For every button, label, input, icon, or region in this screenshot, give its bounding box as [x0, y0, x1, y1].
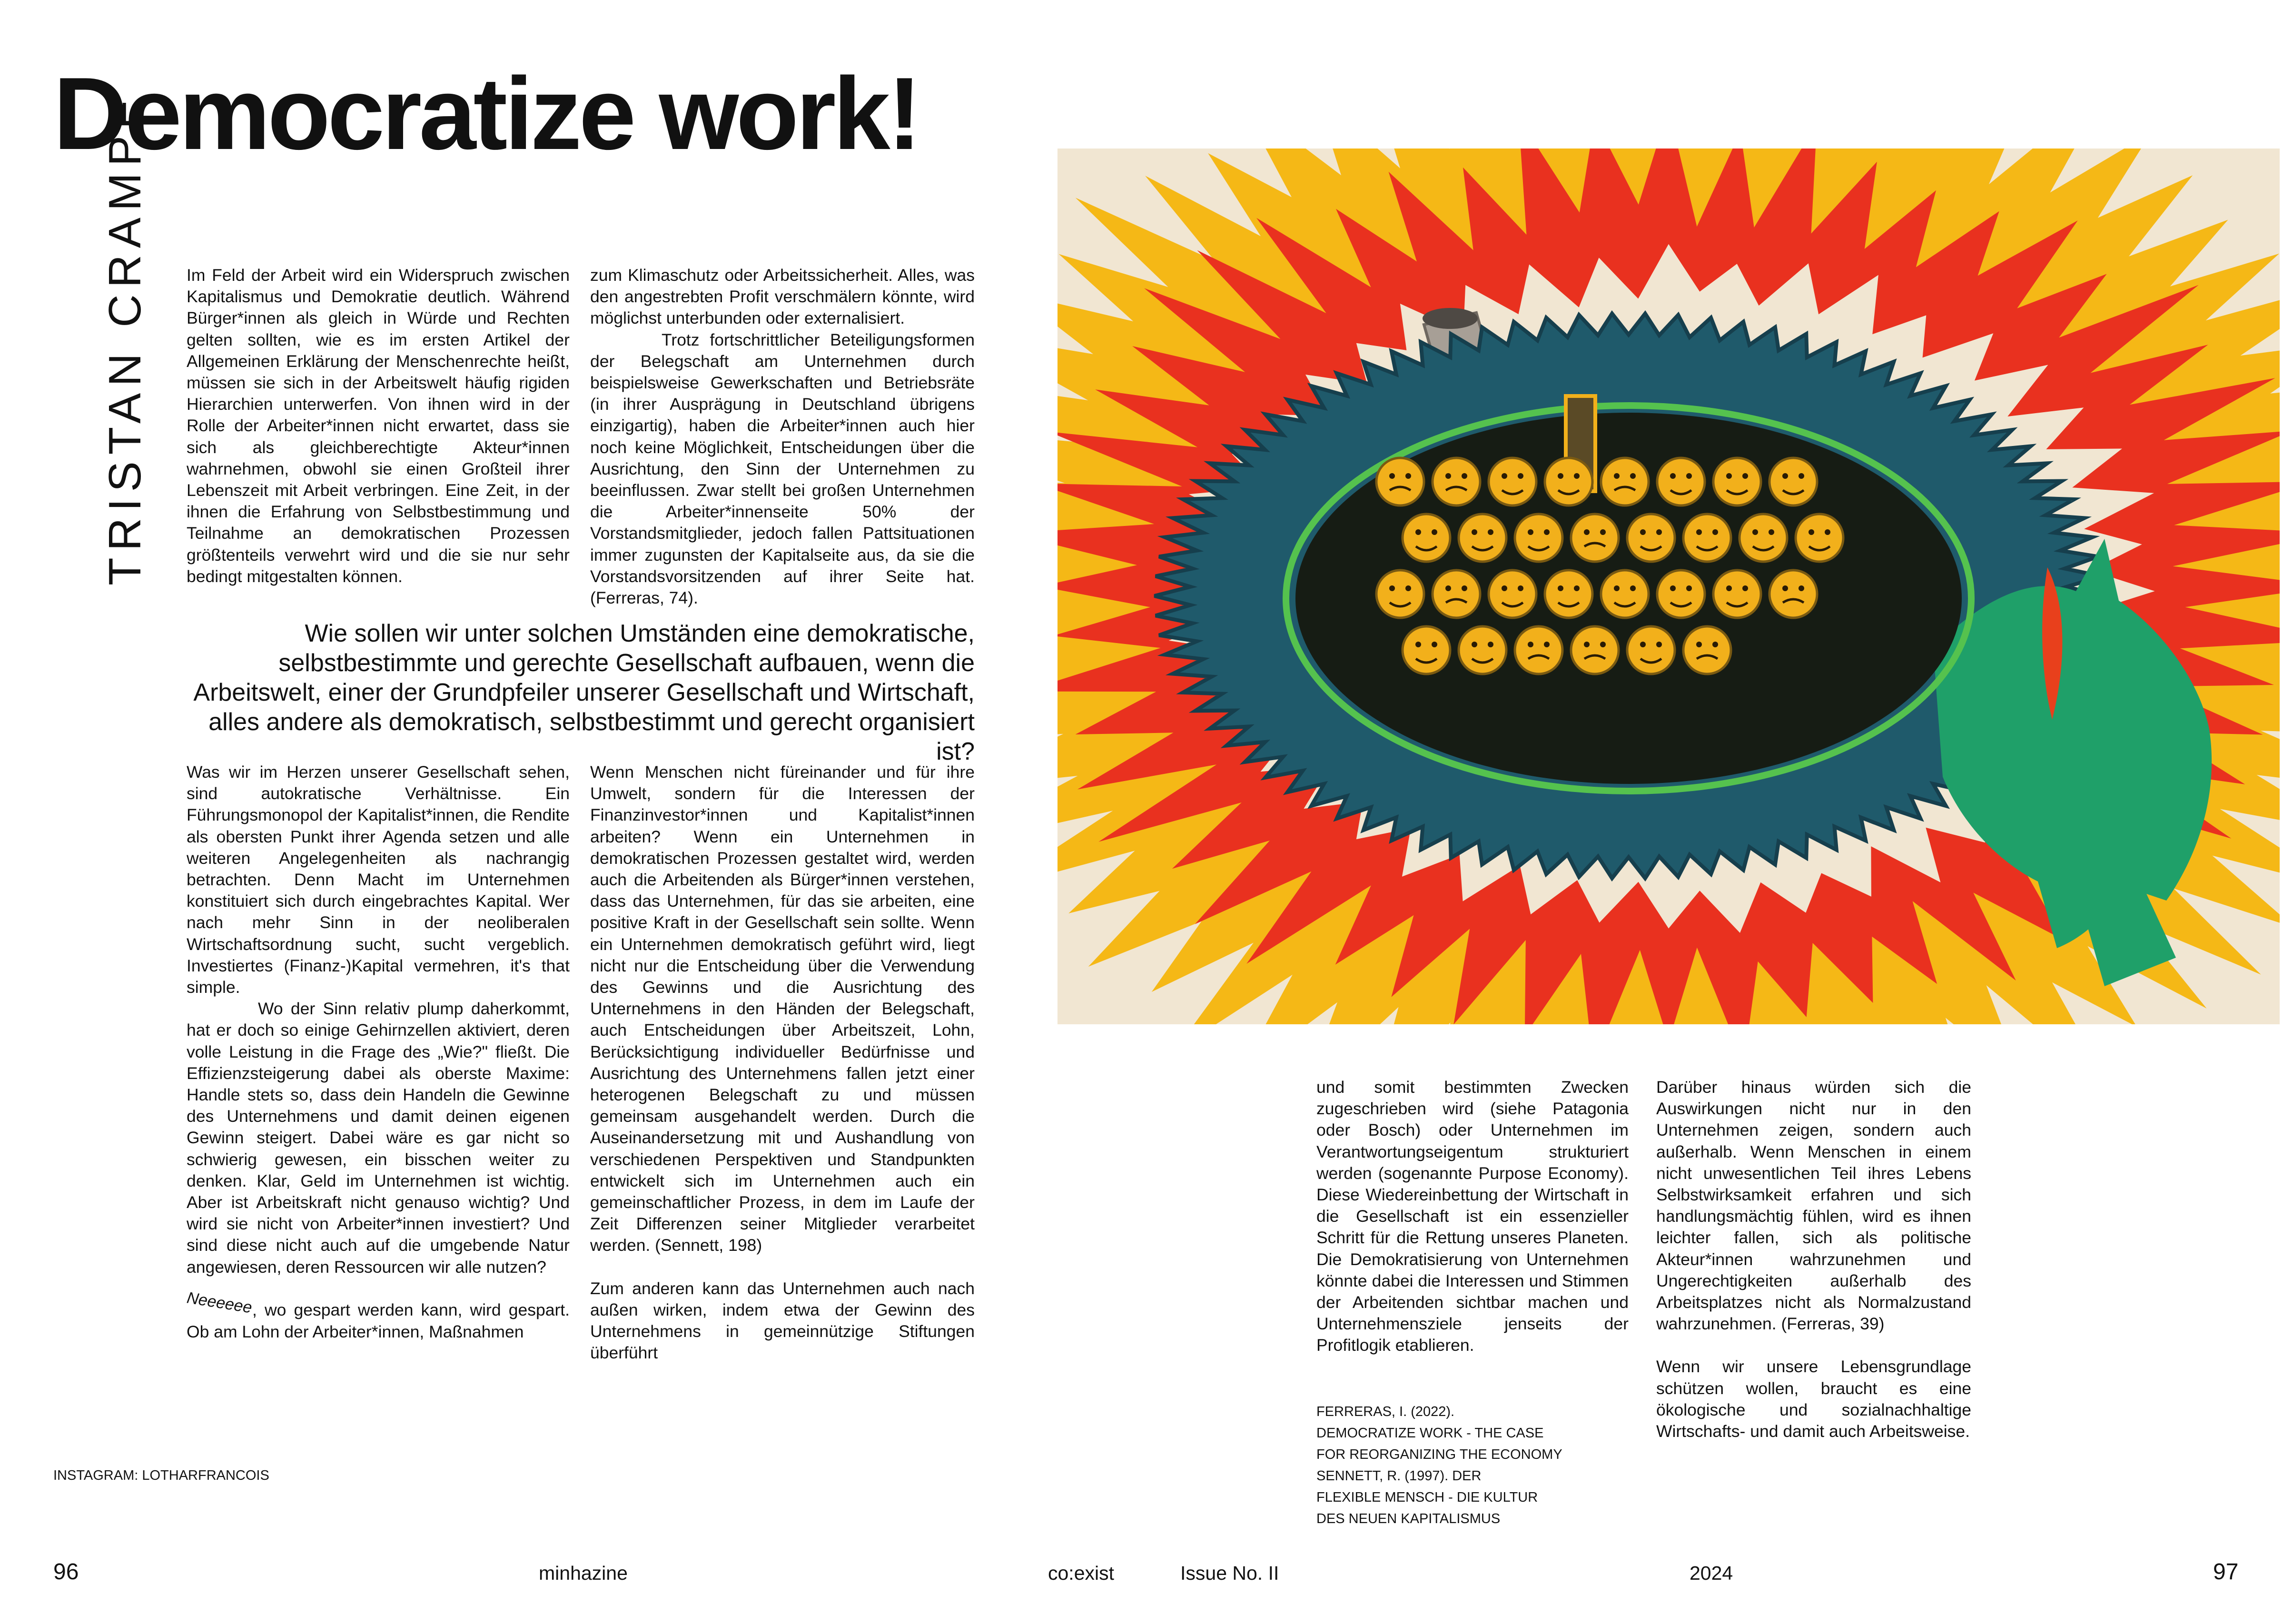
face-happy	[1683, 514, 1731, 562]
face-happy	[1545, 458, 1592, 505]
face-happy	[1601, 570, 1649, 618]
face-sad	[1571, 626, 1619, 674]
paragraph: Wenn wir unsere Lebensgrundlage schützen wollen, braucht es eine ökologische und sozialnachhaltige Wirtschafts- und damit auch Arbeitsweise.	[1656, 1357, 1971, 1441]
face-happy	[1545, 570, 1592, 618]
references-list	[1316, 1401, 1562, 1530]
face-sad	[1376, 458, 1424, 505]
article-title: Democratize work!	[53, 56, 919, 171]
footer-issue: Issue No. II	[1180, 1562, 1279, 1584]
artwork-crayon-fish	[1057, 149, 2280, 1024]
left-column-1-bottom	[187, 762, 570, 1343]
face-sad	[1433, 458, 1480, 505]
face-happy	[1489, 570, 1536, 618]
right-column-2	[1656, 1077, 1971, 1442]
reference-line: SENNETT, R. (1997). DER	[1316, 1468, 1482, 1484]
face-sad	[1433, 570, 1480, 618]
reference-line: DEMOCRATIZE WORK - THE CASE	[1316, 1426, 1544, 1441]
face-happy	[1403, 514, 1450, 562]
face-happy	[1657, 570, 1705, 618]
paragraph: und somit bestimmten Zwecken zugeschrieben wird (siehe Patagonia oder Bosch) oder Unternehmen im Verantwortungseigentum strukturiert werden (sogenannte Purpose Economy). Diese Wiedereinbettung der Wirtschaft in die Gesellschaft ist ein essenzieller Schritt für die Rettung unseres Planeten. Die Demokratisierung von Unternehmen könnte dabei die Interessen und Stimmen der Arbeitenden sichtbar machen und Unternehmensziele jenseits der Profitlogik etablieren.	[1316, 1078, 1629, 1355]
face-happy	[1769, 458, 1817, 505]
face-happy	[1459, 626, 1506, 674]
footer-year: 2024	[1690, 1562, 1733, 1584]
face-happy	[1459, 514, 1506, 562]
paragraph: Zum anderen kann das Unternehmen auch nach außen wirken, indem etwa der Gewinn des Unternehmens in gemeinnützige Stiftungen überführt	[590, 1278, 975, 1363]
pull-quote: Wie sollen wir unter solchen Umständen eine demokratische, selbstbestimmte und gerechte Gesellschaft aufbauen, wenn die Arbeitswelt, einer der Grundpfeiler unserer Gesellschaft und Wirtschaft, alles andere als demokratisch, selbstbestimmt und gerecht organisiert ist?	[193, 620, 975, 765]
face-sad	[1571, 514, 1619, 562]
paragraph: Wenn Menschen nicht füreinander und für ihre Umwelt, sondern für die Interessen der Finanzinvestor*innen und Kapitalist*innen arbeiten? Wenn ein Unternehmen in demokratischen Prozessen gestaltet wird, werden auch die Arbeitenden als Bürger*innen verstehen, dass das Unternehmen, für das sie arbeiten, eine positive Kraft in der Gesellschaft sein sollte. Wenn ein Unternehmen demokratisch geführt wird, liegt nicht nur die Entscheidung über die Verwendung des Gewinns und die Ausrichtung des Unternehmens in den Händen der Belegschaft, auch Entscheidungen über Arbeitszeit, Lohn, Berücksichtigung individueller Bedürfnisse und Ausrichtung des Unternehmens fallen jetzt einer heterogenen Belegschaft zu und müssen gemeinsam ausgehandelt werden. Durch die Auseinandersetzung mit und Aushandlung von verschiedenen Perspektiven und Standpunkten entwickelt sich im Unternehmen auch ein gemeinschaftlicher Prozess, in dem im Laufe der Zeit Differenzen seiner Mitglieder verarbeitet werden. (Sennett, 198)	[590, 762, 975, 1255]
face-happy	[1376, 570, 1424, 618]
paragraph: Trotz fortschrittlicher Beteiligungsformen der Belegschaft am Unternehmen durch beispielsweise Gewerkschaften und Betriebsräte (in ihrer Ausprägung in Deutschland übrigens einzigartig), haben die Arbeiter*innen auch hier noch keine Möglichkeit, Entscheidungen über die Ausrichtung, den Sinn der Unternehmen zu beeinflussen. Zwar stellt bei großen Unternehmen die Arbeiter*innenseite 50% der Vorstandsmitglieder, jedoch fallen Pattsituationen immer zugunsten der Kapitalseite aus, da sie die Vorstandsvorsitzenden auf ihrer Seite hat. (Ferreras, 74).	[590, 330, 975, 608]
reference-line: FOR REORGANIZING THE ECONOMY	[1316, 1447, 1562, 1462]
face-happy	[1657, 458, 1705, 505]
paragraph: Was wir im Herzen unserer Gesellschaft sehen, sind autokratische Verhältnisse. Ein Führungsmonopol der Kapitalist*innen, die Rendite als obersten Punkt ihrer Agenda setzen und alle weiteren Angelegenheiten als nachrangig betrachten. Denn Macht im Unternehmen konstituiert sich durch eingebrachtes Kapital. Wer nach mehr Sinn in der neoliberalen Wirtschaftsordnung sucht, sucht vergeblich. Investiertes (Finanz-)Kapital vermehren, it's that simple.	[187, 762, 570, 997]
paragraph-neeeeee	[185, 1288, 570, 1343]
face-happy	[1713, 570, 1761, 618]
left-column-2-bottom	[590, 762, 975, 1364]
artwork-svg	[1057, 149, 2280, 1024]
page-number-right: 97	[2213, 1559, 2239, 1584]
right-column-1	[1316, 1077, 1629, 1357]
chimney-pipe-1-top	[1423, 308, 1478, 329]
footer-magazine-name: minhazine	[539, 1562, 628, 1584]
footer-theme: co:exist	[1048, 1562, 1114, 1584]
reference-line: FERRERAS, I. (2022).	[1316, 1404, 1455, 1419]
author-name-text: TRISTAN CRAMPE	[99, 92, 150, 585]
image-credit: INSTAGRAM: LOTHARFRANCOIS	[53, 1468, 269, 1483]
face-sad	[1515, 626, 1562, 674]
face-sad	[1601, 458, 1649, 505]
paragraph: Wo der Sinn relativ plump daherkommt, hat er doch so einige Gehirnzellen aktiviert, deren volle Leistung in die Frage des „Wie?" fließt. Die Effizienzsteigerung dabei als oberste Maxime: Handle stets so, dass dein Handeln die Gewinne des Unternehmens und damit deinen eigenen Gewinn steigert. Dabei wäre es gar nicht so schwierig gewesen, ein bisschen weiter zu denken. Klar, Geld im Unternehmen ist wichtig. Aber ist Arbeitskraft nicht genauso wichtig? Und wird sie nicht von Arbeiter*innen investiert? Und sind diese nicht auch auf die umgebende Natur angewiesen, deren Ressourcen wir alle nutzen?	[187, 999, 570, 1277]
face-happy	[1796, 514, 1843, 562]
left-column-2-top	[590, 265, 975, 609]
face-sad	[1683, 626, 1731, 674]
face-happy	[1403, 626, 1450, 674]
paragraph: Im Feld der Arbeit wird ein Widerspruch zwischen Kapitalismus und Demokratie deutlich. Während Bürger*innen als gleich in Würde und Rechten gelten sollten, wie es im ersten Artikel der Allgemeinen Erklärung der Menschenrechte heißt, müssen sie sich in der Arbeitswelt häufig rigiden Hierarchien unterwerfen. Von ihnen wird in der Rolle der Arbeiter*innen nicht erwartet, dass sie sich als gleichberechtigte Akteur*innen wahrnehmen, obwohl sie einen Großteil ihrer Lebenszeit mit Arbeit verbringen. Eine Zeit, in der ihnen die Erfahrung von Selbstbestimmung und Teilnahme an demokratischen Prozessen größtenteils verwehrt wird und die sie nur sehr bedingt mitgestalten können.	[187, 266, 570, 586]
face-happy	[1515, 514, 1562, 562]
paragraph-rest: , wo gespart werden kann, wird gespart. Ob am Lohn der Arbeiter*innen, Maßnahmen	[187, 1300, 570, 1342]
paragraph: Darüber hinaus würden sich die Auswirkungen nicht nur in den Unternehmen zeigen, sondern auch außerhalb. Wenn Menschen in einem nicht unwesentlichen Teil ihres Lebens Selbstwirksamkeit erfahren und sich handlungsmächtig fühlen, wird es ihnen leichter fallen, sich als politische Akteur*innen wahrzunehmen und Ungerechtigkeiten außerhalb des Arbeitsplatzes nicht als Normalzustand wahrzunehmen. (Ferreras, 39)	[1656, 1078, 1971, 1334]
face-happy	[1739, 514, 1787, 562]
reference-line: DES NEUEN KAPITALISMUS	[1316, 1511, 1501, 1526]
page-number-left: 96	[53, 1559, 79, 1584]
face-happy	[1489, 458, 1536, 505]
face-happy	[1627, 514, 1675, 562]
face-happy	[1627, 626, 1675, 674]
left-column-1-top	[187, 265, 570, 587]
face-happy	[1713, 458, 1761, 505]
wavy-word: Neeeeee	[185, 1288, 254, 1317]
reference-line: FLEXIBLE MENSCH - DIE KULTUR	[1316, 1490, 1538, 1505]
paragraph: zum Klimaschutz oder Arbeitssicherheit. Alles, was den angestrebten Profit verschmälern könnte, wird möglichst unterbunden oder externalisiert.	[590, 266, 975, 328]
face-sad	[1769, 570, 1817, 618]
